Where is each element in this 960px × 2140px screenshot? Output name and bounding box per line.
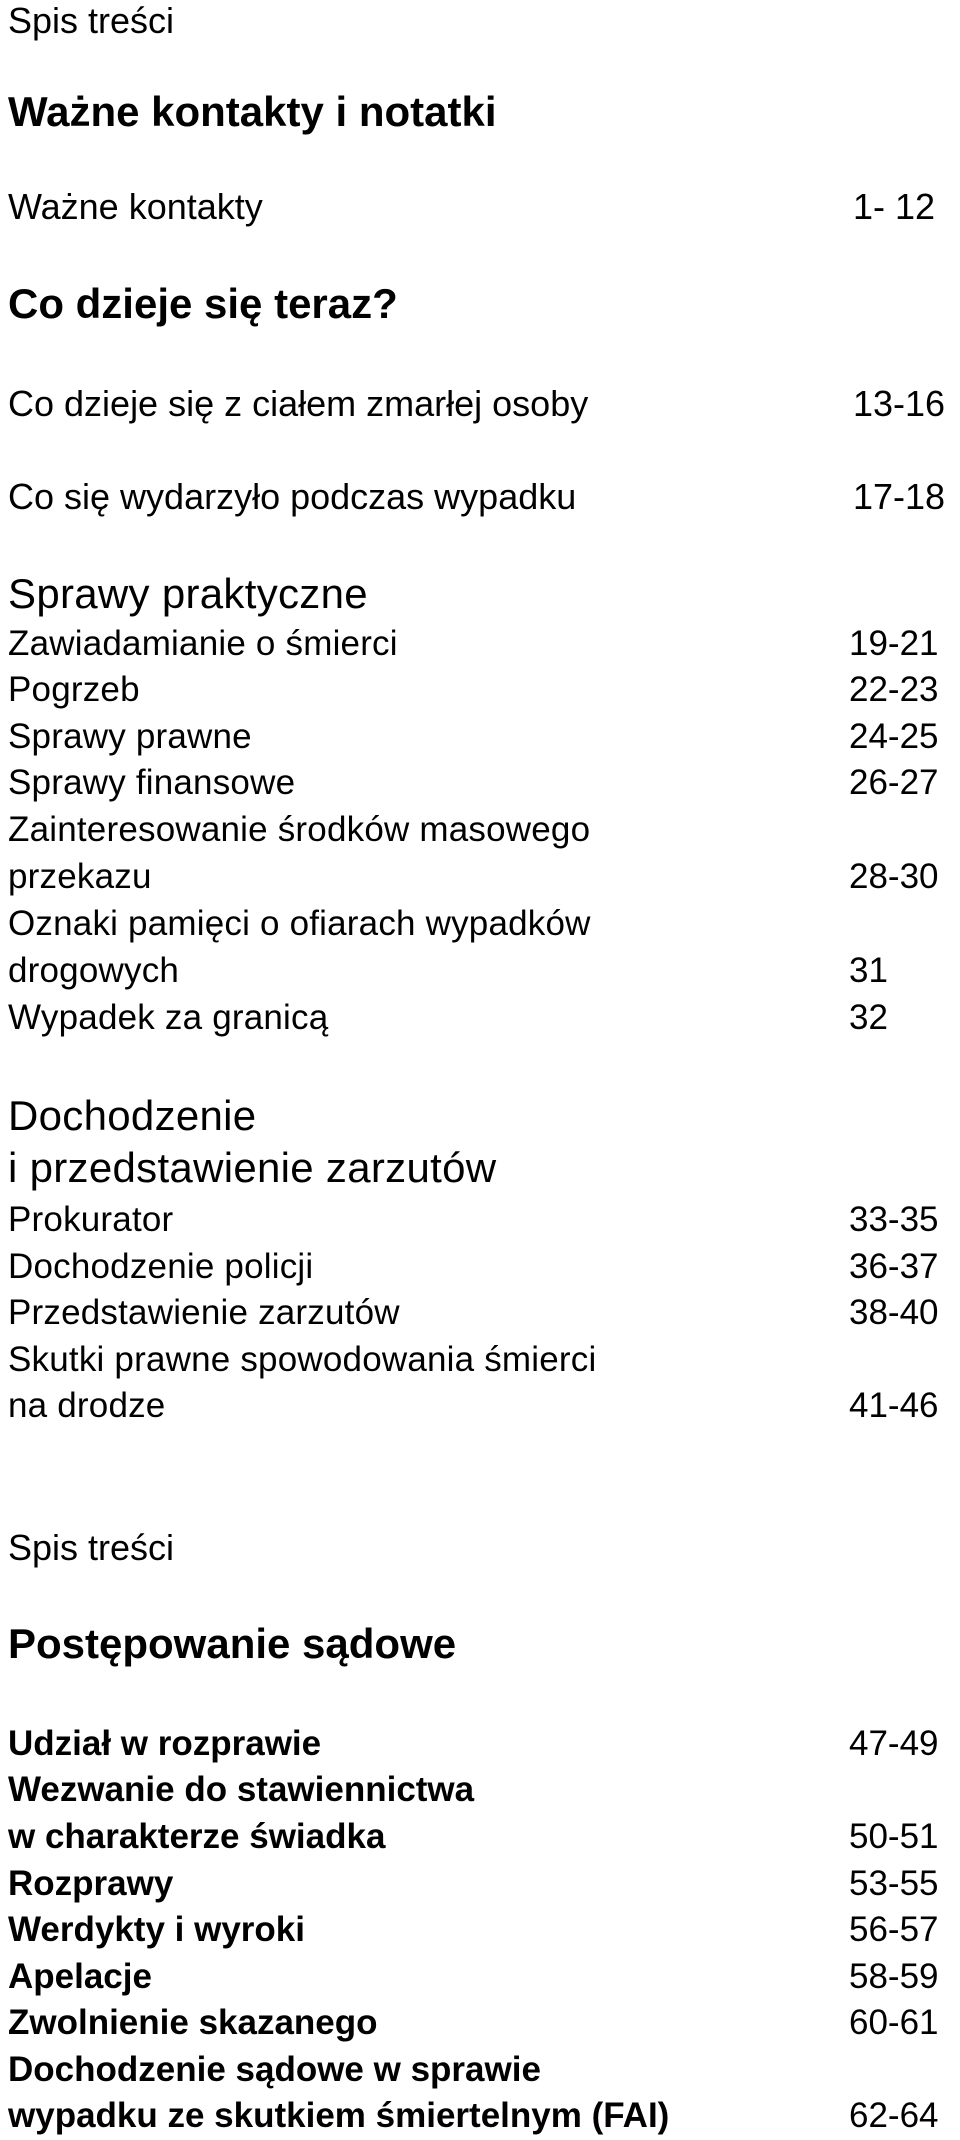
toc-entry-appeals-pages: 58-59 — [849, 1957, 939, 1996]
toc-entry-legal: Sprawy prawne — [8, 717, 252, 756]
toc-entry-witness-line2: w charakterze świadka — [8, 1817, 386, 1856]
toc-entry-appeals: Apelacje — [8, 1957, 152, 1996]
toc-entry-accident: Co się wydarzyło podczas wypadku — [8, 476, 577, 517]
toc-entry-death-notice-pages: 19-21 — [849, 624, 939, 663]
toc-entry-contacts: Ważne kontakty — [8, 186, 263, 227]
toc-entry-memorials-line2: drogowych — [8, 951, 180, 990]
toc-entry-police: Dochodzenie policji — [8, 1247, 314, 1286]
toc-entry-death-notice: Zawiadamianie o śmierci — [8, 624, 398, 663]
toc-entry-witness-line1: Wezwanie do stawiennictwa — [8, 1770, 475, 1809]
toc-entry-consequences-line1: Skutki prawne spowodowania śmierci — [8, 1340, 597, 1379]
toc-entry-fai-line1: Dochodzenie sądowe w sprawie — [8, 2050, 541, 2089]
toc-label: Spis treści — [8, 0, 175, 41]
toc-entry-media-line1: Zainteresowanie środków masowego — [8, 810, 591, 849]
toc-entry-fai-line2: wypadku ze skutkiem śmiertelnym (FAI) — [8, 2096, 670, 2135]
toc-entry-hearings: Rozprawy — [8, 1864, 174, 1903]
heading-investigation-line1: Dochodzenie — [8, 1092, 257, 1139]
toc-entry-police-pages: 36-37 — [849, 1247, 939, 1286]
toc-entry-media-line2: przekazu — [8, 857, 152, 896]
heading-practical: Sprawy praktyczne — [8, 570, 368, 617]
toc-entry-verdicts-pages: 56-57 — [849, 1910, 939, 1949]
toc-entry-abroad: Wypadek za granicą — [8, 998, 329, 1037]
toc-entry-attending-trial: Udział w rozprawie — [8, 1724, 322, 1763]
toc-entry-verdicts: Werdykty i wyroki — [8, 1910, 305, 1949]
toc-entry-contacts-pages: 1- 12 — [853, 186, 936, 227]
toc-entry-memorials-pages: 31 — [849, 951, 888, 990]
toc-entry-funeral: Pogrzeb — [8, 670, 140, 709]
toc-entry-hearings-pages: 53-55 — [849, 1864, 939, 1903]
heading-investigation-line2: i przedstawienie zarzutów — [8, 1144, 497, 1191]
toc-entry-body: Co dzieje się z ciałem zmarłej osoby — [8, 383, 589, 424]
toc-entry-abroad-pages: 32 — [849, 998, 888, 1037]
toc-entry-release-pages: 60-61 — [849, 2003, 939, 2042]
toc-entry-body-pages: 13-16 — [853, 383, 946, 424]
heading-court: Postępowanie sądowe — [8, 1620, 457, 1667]
toc-entry-consequences-pages: 41-46 — [849, 1386, 939, 1425]
toc-entry-witness-pages: 50-51 — [849, 1817, 939, 1856]
toc-label-2: Spis treści — [8, 1527, 175, 1568]
heading-contacts: Ważne kontakty i notatki — [8, 88, 497, 135]
toc-entry-financial-pages: 26-27 — [849, 763, 939, 802]
toc-entry-prosecutor: Prokurator — [8, 1200, 174, 1239]
toc-entry-accident-pages: 17-18 — [853, 476, 946, 517]
toc-entry-legal-pages: 24-25 — [849, 717, 939, 756]
toc-entry-release: Zwolnienie skazanego — [8, 2003, 378, 2042]
toc-entry-attending-trial-pages: 47-49 — [849, 1724, 939, 1763]
toc-entry-charges-pages: 38-40 — [849, 1293, 939, 1332]
toc-entry-memorials-line1: Oznaki pamięci o ofiarach wypadków — [8, 904, 591, 943]
heading-now: Co dzieje się teraz? — [8, 280, 398, 327]
toc-entry-prosecutor-pages: 33-35 — [849, 1200, 939, 1239]
toc-entry-consequences-line2: na drodze — [8, 1386, 166, 1425]
toc-entry-media-pages: 28-30 — [849, 857, 939, 896]
toc-entry-funeral-pages: 22-23 — [849, 670, 939, 709]
toc-entry-fai-pages: 62-64 — [849, 2096, 939, 2135]
toc-entry-charges: Przedstawienie zarzutów — [8, 1293, 400, 1332]
toc-entry-financial: Sprawy finansowe — [8, 763, 296, 802]
